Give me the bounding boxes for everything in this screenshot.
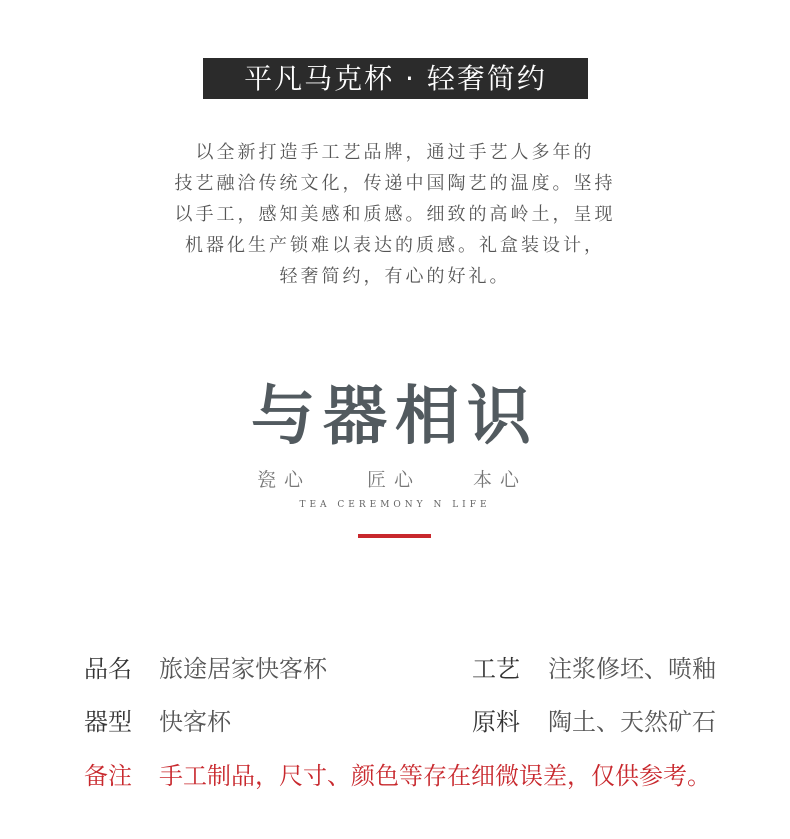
header-title-banner: [203, 58, 588, 99]
spec-value-craft: 注浆修坯、喷釉: [548, 655, 716, 683]
subtitle-heart: 本心: [473, 469, 528, 491]
spec-value-name: 旅途居家快客杯: [159, 655, 327, 683]
subtitle-porcelain: 瓷心: [257, 469, 312, 491]
spec-label-type: 器型: [84, 708, 132, 736]
spec-label-name: 品名: [84, 655, 132, 683]
spec-label-note: 备注: [84, 762, 132, 790]
description-line: 以全新打造手工艺品牌，通过手艺人多年的: [195, 142, 595, 163]
spec-label-craft: 工艺: [472, 655, 520, 683]
description-line: 技艺融洽传统文化，传递中国陶艺的温度。坚持: [174, 173, 616, 194]
description-line: 以手工，感知美感和质感。细致的高岭土，呈现: [174, 204, 616, 225]
section-title: 与器相识: [251, 380, 539, 454]
description-paragraph: [130, 137, 660, 292]
header-title: 平凡马克杯 · 轻奢简约: [244, 61, 547, 95]
description-line: 轻奢简约，有心的好礼。: [279, 266, 511, 287]
spec-label-material: 原料: [472, 708, 520, 736]
section-tagline: TEA CEREMONY N LIFE: [299, 500, 491, 510]
spec-value-note: 手工制品，尺寸、颜色等存在细微误差，仅供参考。: [159, 762, 711, 790]
description-line: 机器化生产锁难以表达的质感。礼盒装设计，: [185, 235, 605, 256]
section-subtitles: [240, 468, 550, 492]
spec-value-material: 陶土、天然矿石: [548, 708, 716, 736]
spec-value-type: 快客杯: [159, 708, 231, 736]
accent-divider: [358, 534, 431, 538]
subtitle-craftsmanship: 匠心: [367, 469, 422, 491]
